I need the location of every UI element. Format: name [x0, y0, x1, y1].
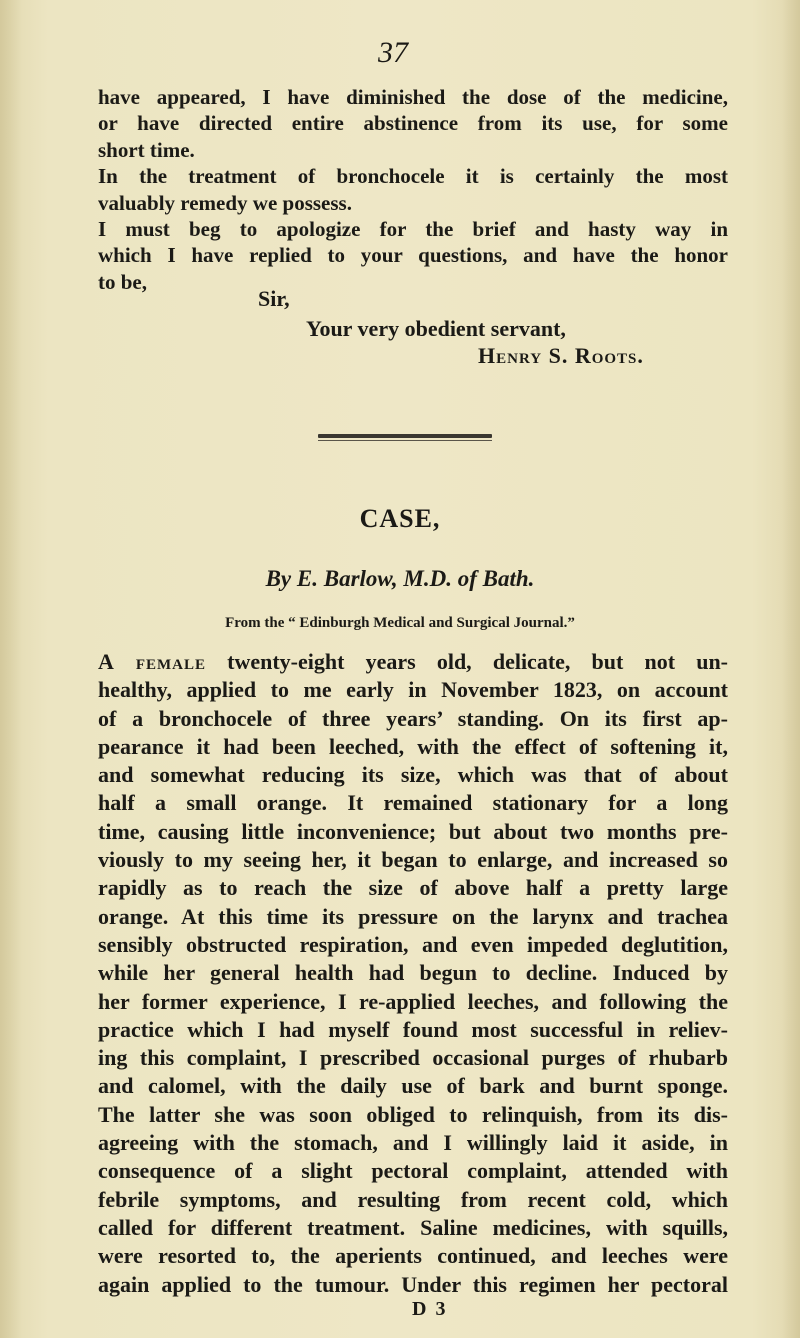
case-line: ing this complaint, I prescribed occasional purges of rhubarb	[98, 1045, 728, 1071]
case-line: half a small orange. It remained stationary for a long	[98, 790, 728, 816]
letter-line: or have directed entire abstinence from its use, for some	[98, 111, 728, 136]
letter-line: have appeared, I have diminished the dose of the medicine,	[98, 85, 728, 109]
case-line	[98, 648, 728, 676]
page-edge-shadow-left	[0, 0, 22, 1338]
page-edge-shadow-right	[782, 0, 800, 1338]
case-line: sensibly obstructed respiration, and even impeded deglutition,	[98, 931, 728, 957]
case-line: while her general health had begun to decline. Induced by	[98, 960, 728, 986]
case-line: and calomel, with the daily use of bark and burnt sponge.	[98, 1073, 728, 1099]
case-line: healthy, applied to me early in November 1823, on account	[98, 677, 728, 703]
case-line-text: twenty-eight years old, delicate, but not un-	[206, 649, 729, 674]
case-source: From the “ Edinburgh Medical and Surgical Journal.”	[225, 615, 575, 631]
case-line: of a bronchocele of three years’ standing. On its first ap-	[98, 705, 728, 731]
case-line: her former experience, I re-applied leeches, and following the	[98, 988, 728, 1014]
case-line: febrile symptoms, and resulting from recent cold, which	[98, 1186, 728, 1212]
case-line: were resorted to, the aperients continued, and leeches were	[98, 1243, 728, 1269]
letter-salutation: Sir,	[258, 286, 290, 311]
section-divider	[318, 434, 492, 438]
letter-line: valuably remedy we possess.	[98, 190, 352, 215]
case-body	[98, 648, 728, 1299]
case-line: again applied to the tumour. Under this regimen her pectoral	[98, 1271, 728, 1297]
letter-line: short time.	[98, 137, 195, 162]
letter-line: I must beg to apologize for the brief and hasty way in	[98, 217, 728, 242]
case-line: time, causing little inconvenience; but about two months pre-	[98, 818, 728, 844]
case-line: and somewhat reducing its size, which was that of about	[98, 762, 728, 788]
case-line: The latter she was soon obliged to relinquish, from its dis-	[98, 1101, 728, 1127]
section-divider-hairline	[318, 440, 492, 441]
letter-body	[98, 84, 728, 295]
case-line: consequence of a slight pectoral complaint, attended with	[98, 1158, 728, 1184]
page-number: 37	[378, 36, 408, 69]
letter-line: to be,	[98, 269, 147, 294]
letter-line: In the treatment of bronchocele it is certainly the most	[98, 164, 728, 189]
letter-closing: Your very obedient servant,	[306, 316, 566, 341]
case-opening-small-caps: A female	[98, 649, 206, 674]
signature-mark: D 3	[412, 1298, 448, 1320]
letter-signature: Henry S. Roots.	[478, 343, 644, 368]
case-line: pearance it had been leeched, with the effect of softening it,	[98, 733, 728, 759]
case-line: orange. At this time its pressure on the larynx and trachea	[98, 903, 728, 929]
case-line: practice which I had myself found most successful in reliev-	[98, 1016, 728, 1042]
case-byline: By E. Barlow, M.D. of Bath.	[265, 566, 535, 591]
case-line: called for different treatment. Saline medicines, with squills,	[98, 1214, 728, 1240]
case-title: CASE,	[359, 504, 441, 533]
case-line: rapidly as to reach the size of above half a pretty large	[98, 875, 728, 901]
case-line: agreeing with the stomach, and I willingly laid it aside, in	[98, 1130, 728, 1156]
letter-line: which I have replied to your questions, and have the honor	[98, 243, 728, 268]
case-line: viously to my seeing her, it began to enlarge, and increased so	[98, 847, 728, 873]
